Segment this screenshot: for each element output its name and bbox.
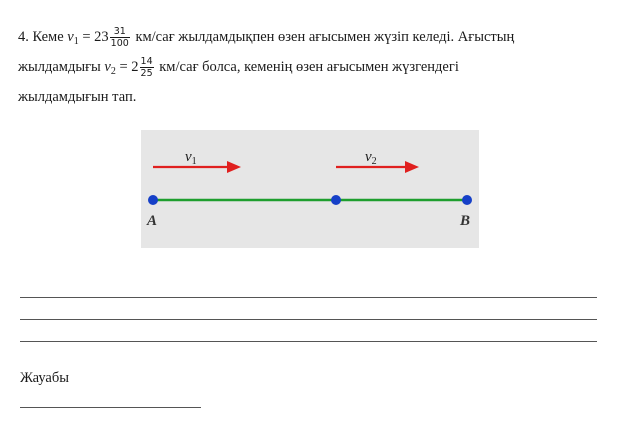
problem-text-start: Кеме — [32, 29, 64, 45]
v1-numerator: 31 — [110, 26, 130, 38]
problem-text — [18, 22, 608, 112]
problem-line-1 — [18, 22, 608, 52]
answer-line-1[interactable] — [20, 297, 597, 298]
point-b-label: B — [460, 213, 471, 229]
v1-diagram-label: $v_1$ — [185, 149, 197, 167]
answer-line-3[interactable] — [20, 341, 597, 342]
v2-numerator: 14 — [140, 56, 153, 68]
problem-line-2 — [18, 52, 608, 82]
v2-denominator: 25 — [140, 68, 153, 80]
problem-line-3: жылдамдығын тап. — [18, 89, 137, 105]
problem-text-line2-start: жылдамдығы — [18, 59, 101, 75]
v2-fraction — [140, 56, 154, 79]
point-a-label: A — [147, 213, 158, 229]
problem-text-rest-2: км/сағ болса, кеменің өзен ағысымен жүзгендегі — [159, 59, 459, 75]
point-b-dot — [462, 195, 472, 205]
v2-whole: 2 — [131, 59, 139, 75]
motion-diagram-svg — [141, 130, 479, 248]
v2-diagram-label: $v_2$ — [365, 149, 377, 167]
v1-denominator: 100 — [110, 38, 129, 50]
problem-text-rest-1: км/сағ жылдамдықпен өзен ағысымен жүзіп келеді. Ағыстың — [135, 29, 515, 45]
v2-symbol: $v_2$ — [104, 59, 116, 77]
equals-sign-2: = — [119, 59, 128, 75]
v2-arrow-icon — [336, 161, 419, 173]
midpoint-dot — [331, 195, 341, 205]
answer-label: Жауабы — [20, 370, 69, 386]
problem-number: 4. — [18, 29, 29, 45]
v1-fraction — [110, 26, 130, 49]
answer-input-line[interactable] — [20, 407, 201, 408]
v1-symbol: $v_1$ — [67, 29, 79, 47]
v1-arrow-icon — [153, 161, 241, 173]
answer-line-2[interactable] — [20, 319, 597, 320]
point-a-dot — [148, 195, 158, 205]
equals-sign: = — [82, 29, 91, 45]
motion-diagram — [141, 130, 479, 248]
v1-whole: 23 — [94, 29, 109, 45]
